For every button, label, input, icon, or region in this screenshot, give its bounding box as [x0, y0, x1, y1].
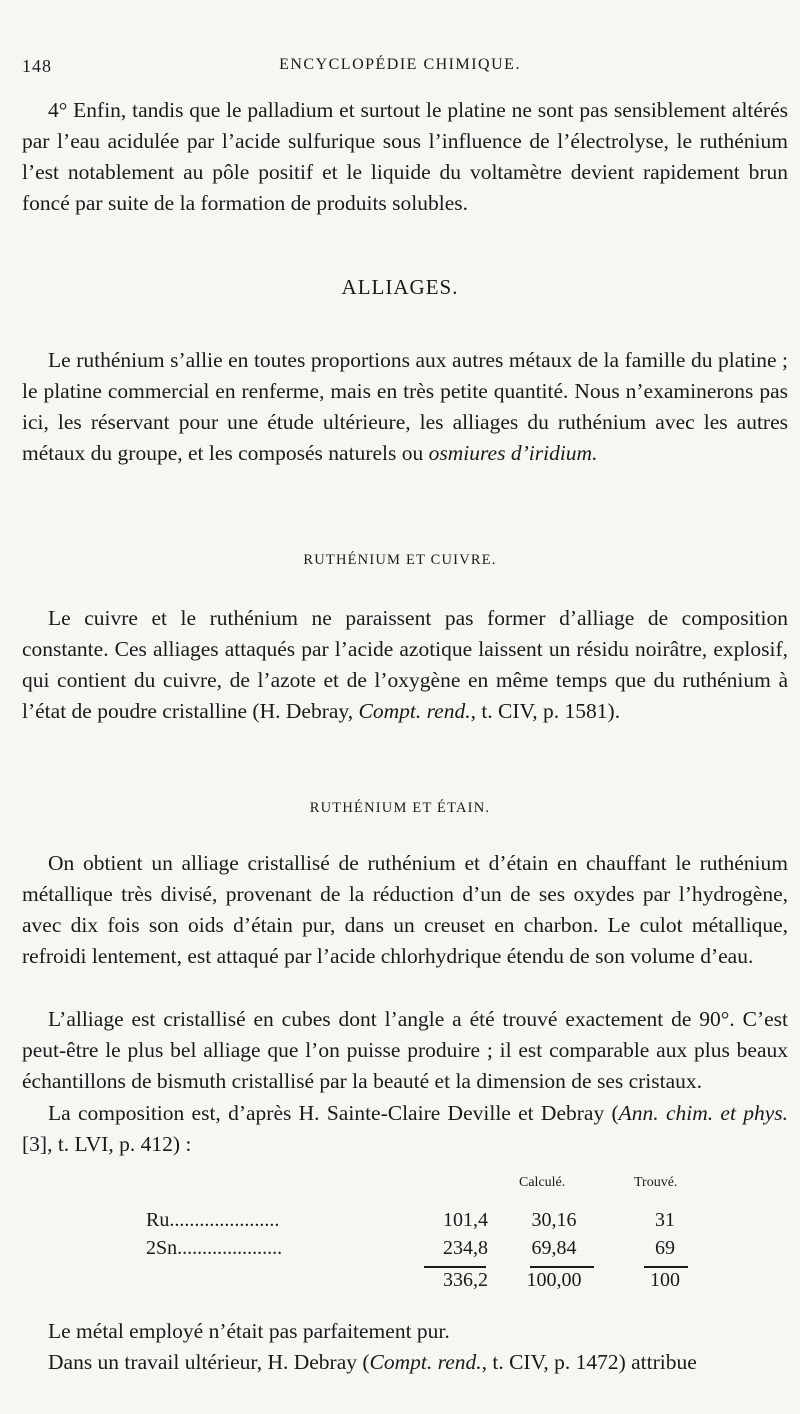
total-value: 100,00	[526, 1269, 582, 1291]
sum-rule	[530, 1266, 594, 1268]
paragraph-tin	[22, 848, 788, 972]
paragraph-text: Dans un travail ultérieur, H. Debray (	[48, 1350, 370, 1374]
paragraph-text: Le métal employé n’était pas parfaitement pur.	[48, 1319, 450, 1343]
sum-rule	[424, 1266, 486, 1268]
section-heading-ruthenium-cuivre: RUTHÉNIUM ET CUIVRE.	[303, 552, 497, 568]
section-heading-alliages: ALLIAGES.	[341, 275, 459, 299]
cell-value: 101,4	[443, 1209, 488, 1231]
column-header-trouve: Trouvé.	[634, 1175, 678, 1190]
composition-table	[22, 1175, 788, 1295]
paragraph-impure-metal	[22, 1316, 788, 1347]
paragraph-text: Le ruthénium s’allie en toutes proportions aux autres métaux de la famille du platine ; le platine commercial en renferme, mais en très petite quantité. Nous n’examinerons pas ici, les réservant pour une étude ultérieure, les alliages du ruthénium avec les autres métaux du groupe, et les composés naturels ou	[22, 348, 788, 465]
paragraph-text: 4° Enfin, tandis que le palladium et surtout le platine ne sont pas sensiblement altérés par l’eau acidulée par l’acide sulfurique sous l’influence de l’électrolyse, le ruthénium l’est notablement au pôle positif et le liquide du voltamètre devient rapidement brun foncé par suite de la formation de produits solubles.	[22, 98, 788, 215]
paragraph-text: Le cuivre et le ruthénium ne paraissent pas former d’alliage de composition constante. Ces alliages attaqués par l’acide azotique laissent un résidu noirâtre, explosif, qui contient du cuivre, de l’azote et de l’oxygène en même temps que du ruthénium à l’état de poudre cristalline (H. Debray,	[22, 606, 788, 723]
paragraph-copper	[22, 603, 788, 727]
row-label: Ru......................	[146, 1209, 280, 1231]
paragraph-text: L’alliage est cristallisé en cubes dont l’angle a été trouvé exactement de 90°. C’est peut-être le plus bel alliage que l’on puisse produire ; il est comparable aux plus beaux échantillons de bismuth cristallisé par la beauté et la dimension de ses cristaux.	[22, 1007, 788, 1093]
paragraph-later-work	[22, 1347, 788, 1378]
section-heading-ruthenium-etain: RUTHÉNIUM ET ÉTAIN.	[309, 800, 491, 816]
table-row	[22, 1237, 788, 1267]
cell-value: 31	[655, 1209, 675, 1231]
paragraph-alloys-intro	[22, 345, 788, 469]
paragraph-electrolysis	[22, 95, 788, 219]
cell-value: 234,8	[443, 1237, 488, 1259]
paragraph-text: , t. CIV, p. 1581).	[470, 699, 621, 723]
paragraph-crystals	[22, 1004, 788, 1097]
paragraph-text: , t. CIV, p. 1472) attribue	[481, 1350, 697, 1374]
row-label: 2Sn.....................	[146, 1237, 283, 1259]
total-value: 100	[650, 1269, 680, 1291]
table-row	[22, 1209, 788, 1239]
column-header-calcule: Calculé.	[519, 1175, 566, 1190]
running-header	[22, 56, 778, 84]
paragraph-text: La composition est, d’après H. Sainte-Claire Deville et Debray (	[48, 1101, 619, 1125]
total-value: 336,2	[443, 1269, 488, 1291]
citation-italic: Ann. chim. et phys.	[618, 1101, 788, 1125]
paragraph-text: [3], t. LVI, p. 412) :	[22, 1132, 192, 1156]
citation-italic: Compt. rend.	[358, 699, 471, 723]
cell-value: 69,84	[531, 1237, 577, 1259]
italic-term: osmiures d’iridium.	[428, 441, 598, 465]
cell-value: 69	[655, 1237, 675, 1259]
sum-rule	[644, 1266, 688, 1268]
paragraph-composition	[22, 1098, 788, 1160]
table-total-row	[22, 1269, 788, 1299]
cell-value: 30,16	[531, 1209, 577, 1231]
paragraph-text: On obtient un alliage cristallisé de ruthénium et d’étain en chauffant le ruthénium métallique très divisé, provenant de la réduction d’un de ses oxydes par l’hydrogène, avec dix fois son oids d’étain pur, dans un creuset en charbon. Le culot métallique, refroidi lentement, est attaqué par l’acide chlorhydrique étendu de son volume d’eau.	[22, 851, 788, 968]
citation-italic: Compt. rend.	[369, 1350, 482, 1374]
header-title: ENCYCLOPÉDIE CHIMIQUE.	[279, 56, 521, 73]
page-number: 148	[22, 56, 52, 76]
